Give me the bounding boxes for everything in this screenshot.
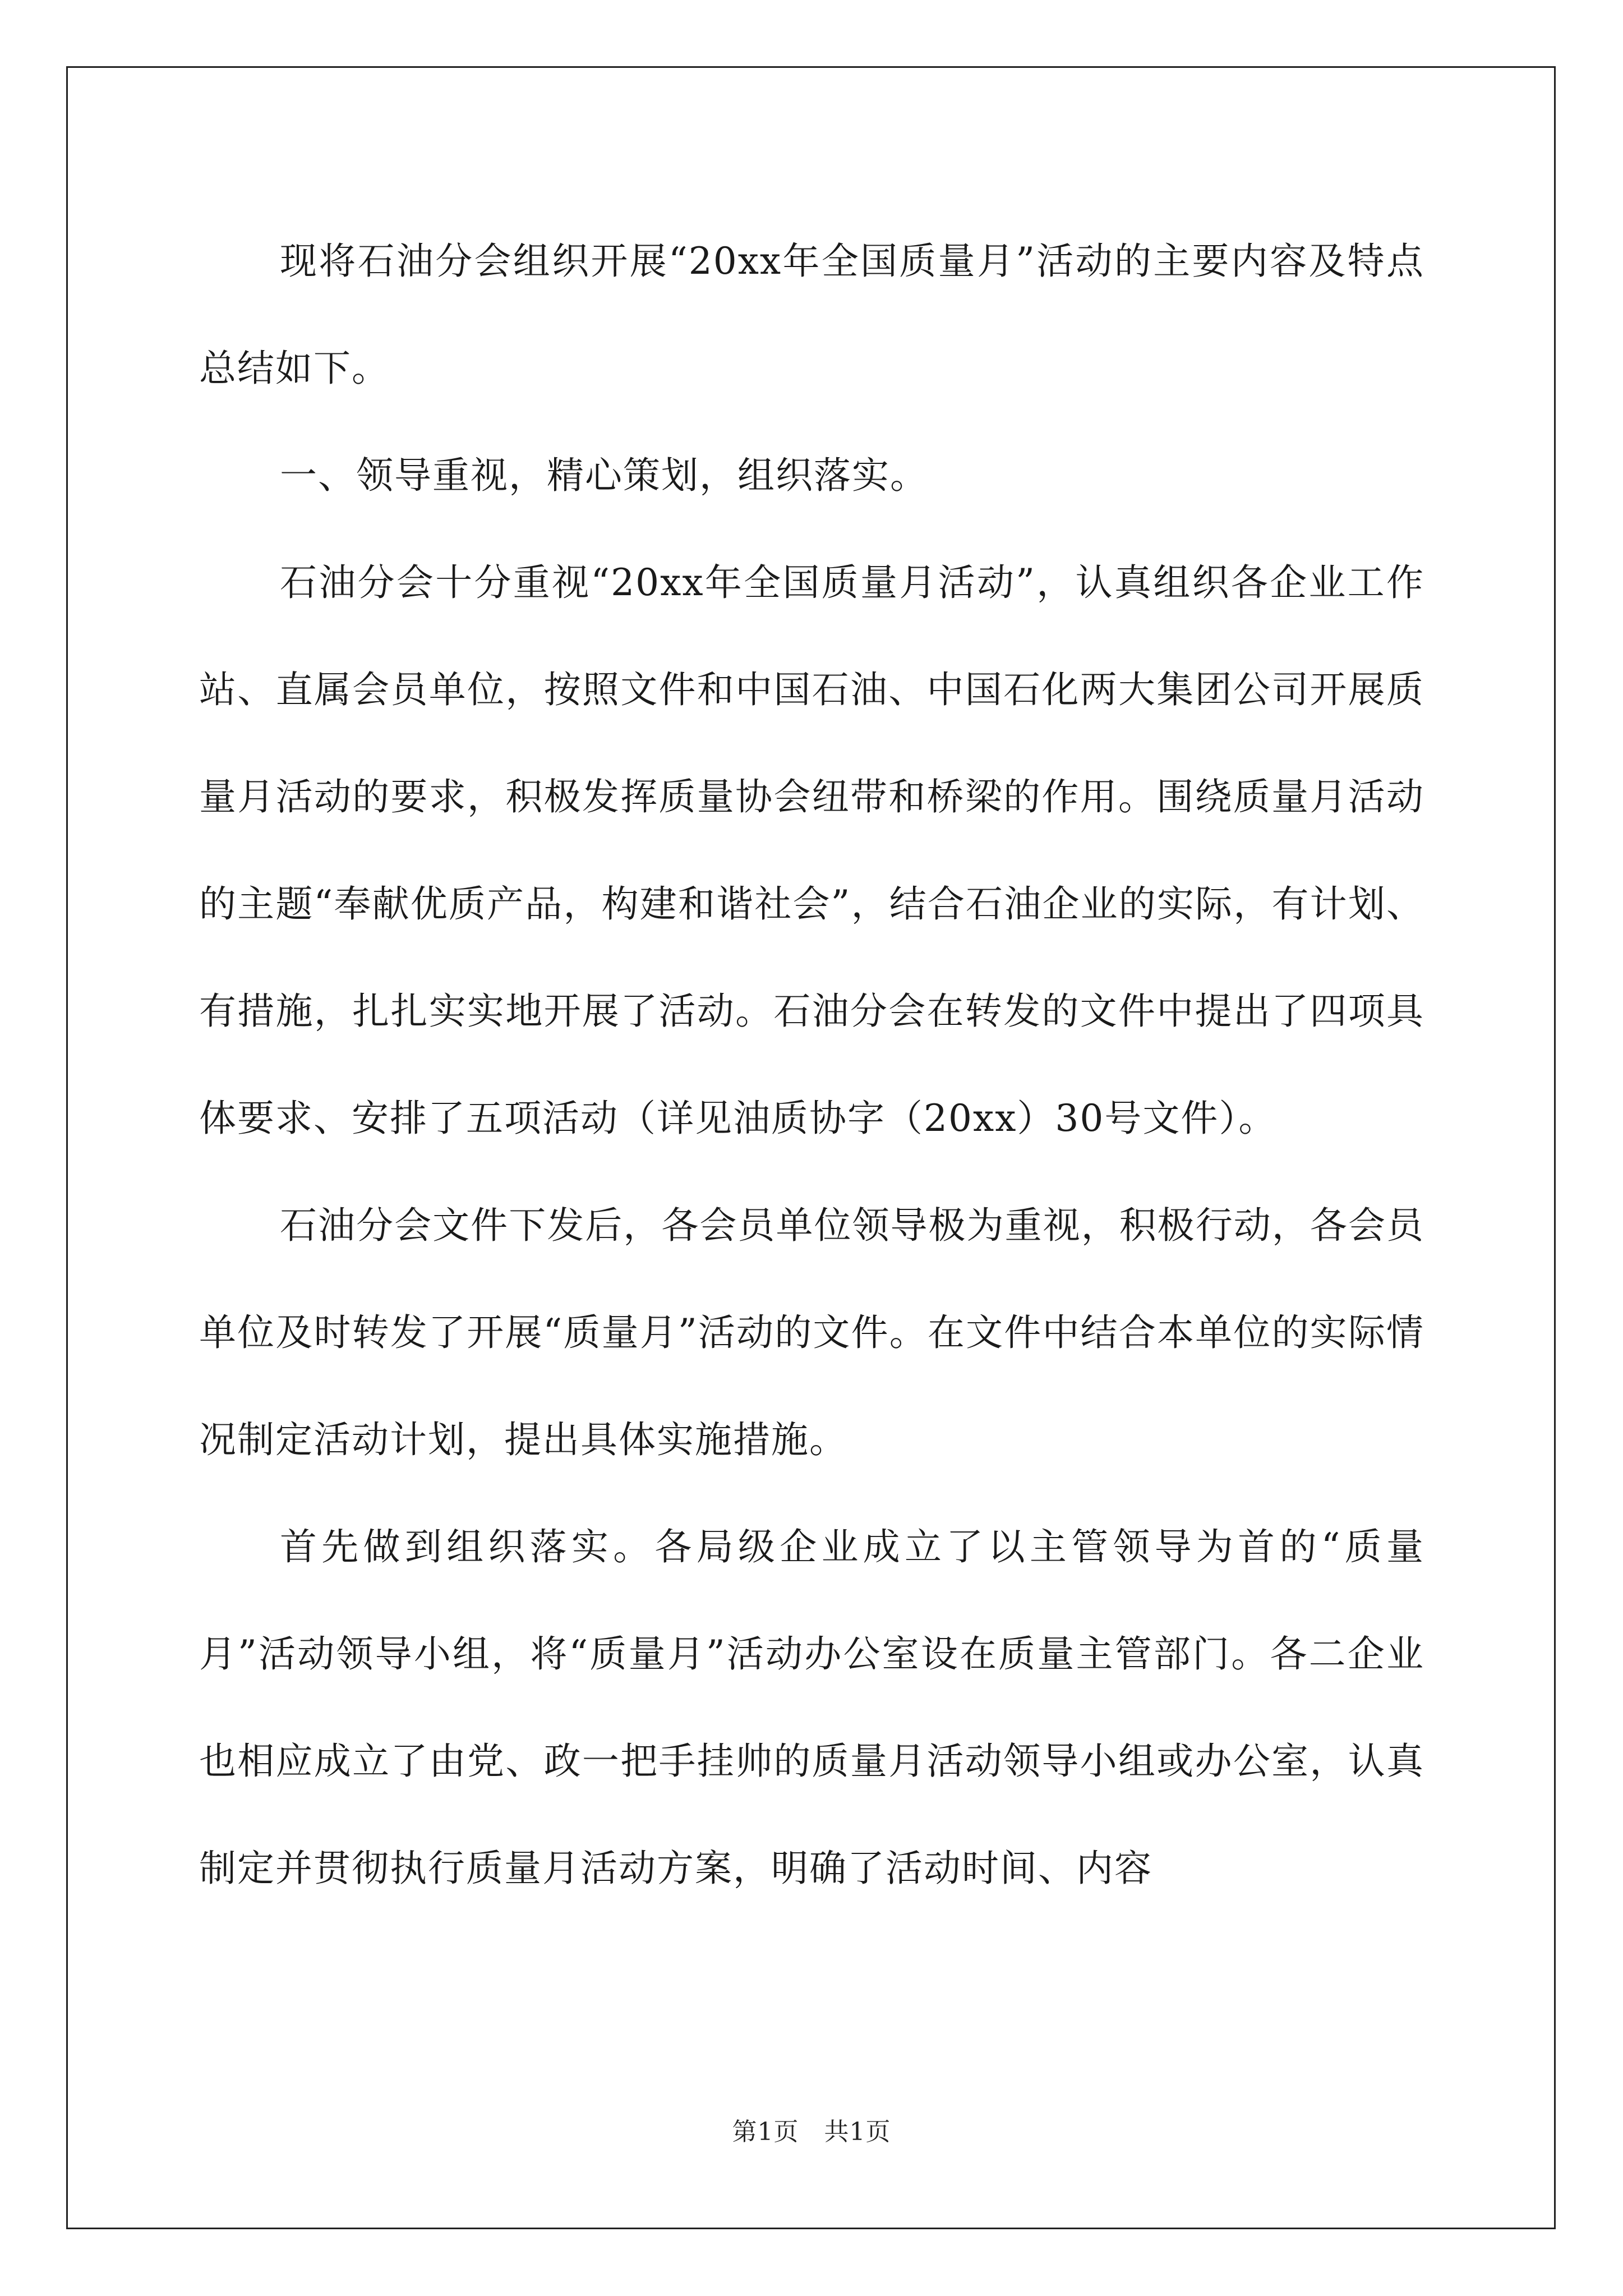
paragraph: 现将石油分会组织开展“20xx年全国质量月”活动的主要内容及特点总结如下。 [199,240,1424,390]
paragraph: 石油分会文件下发后，各会员单位领导极为重视，积极行动，各会员单位及时转发了开展“质量月”活动的文件。在文件中结合本单位的实际情况制定活动计划，提出具体实施措施。 [199,1204,1424,1461]
page-total: 共1页 [824,2118,891,2146]
paragraph: 石油分会十分重视“20xx年全国质量月活动”，认真组织各企业工作站、直属会员单位，按照文件和中国石油、中国石化两大集团公司开展质量月活动的要求，积极发挥质量协会纽带和桥梁的作用。围绕质量月活动的主题“奉献优质产品，构建和谐社会”，结合石油企业的实际，有计划、有措施，扎扎实实地开展了活动。石油分会在转发的文件中提出了四项具体要求、安排了五项活动（详见油质协字（20xx）30号文件）。 [199,561,1424,1140]
page-footer [0,2111,1623,2147]
document-body [199,208,1424,1922]
paragraph: 首先做到组织落实。各局级企业成立了以主管领导为首的“质量月”活动领导小组，将“质量月”活动办公室设在质量主管部门。各二企业也相应成立了由党、政一把手挂帅的质量月活动领导小组或办公室，认真制定并贯彻执行质量月活动方案，明确了活动时间、内容 [199,1525,1424,1890]
section-heading: 一、领导重视，精心策划，组织落实。 [280,454,928,497]
page-number: 第1页 [732,2118,799,2146]
